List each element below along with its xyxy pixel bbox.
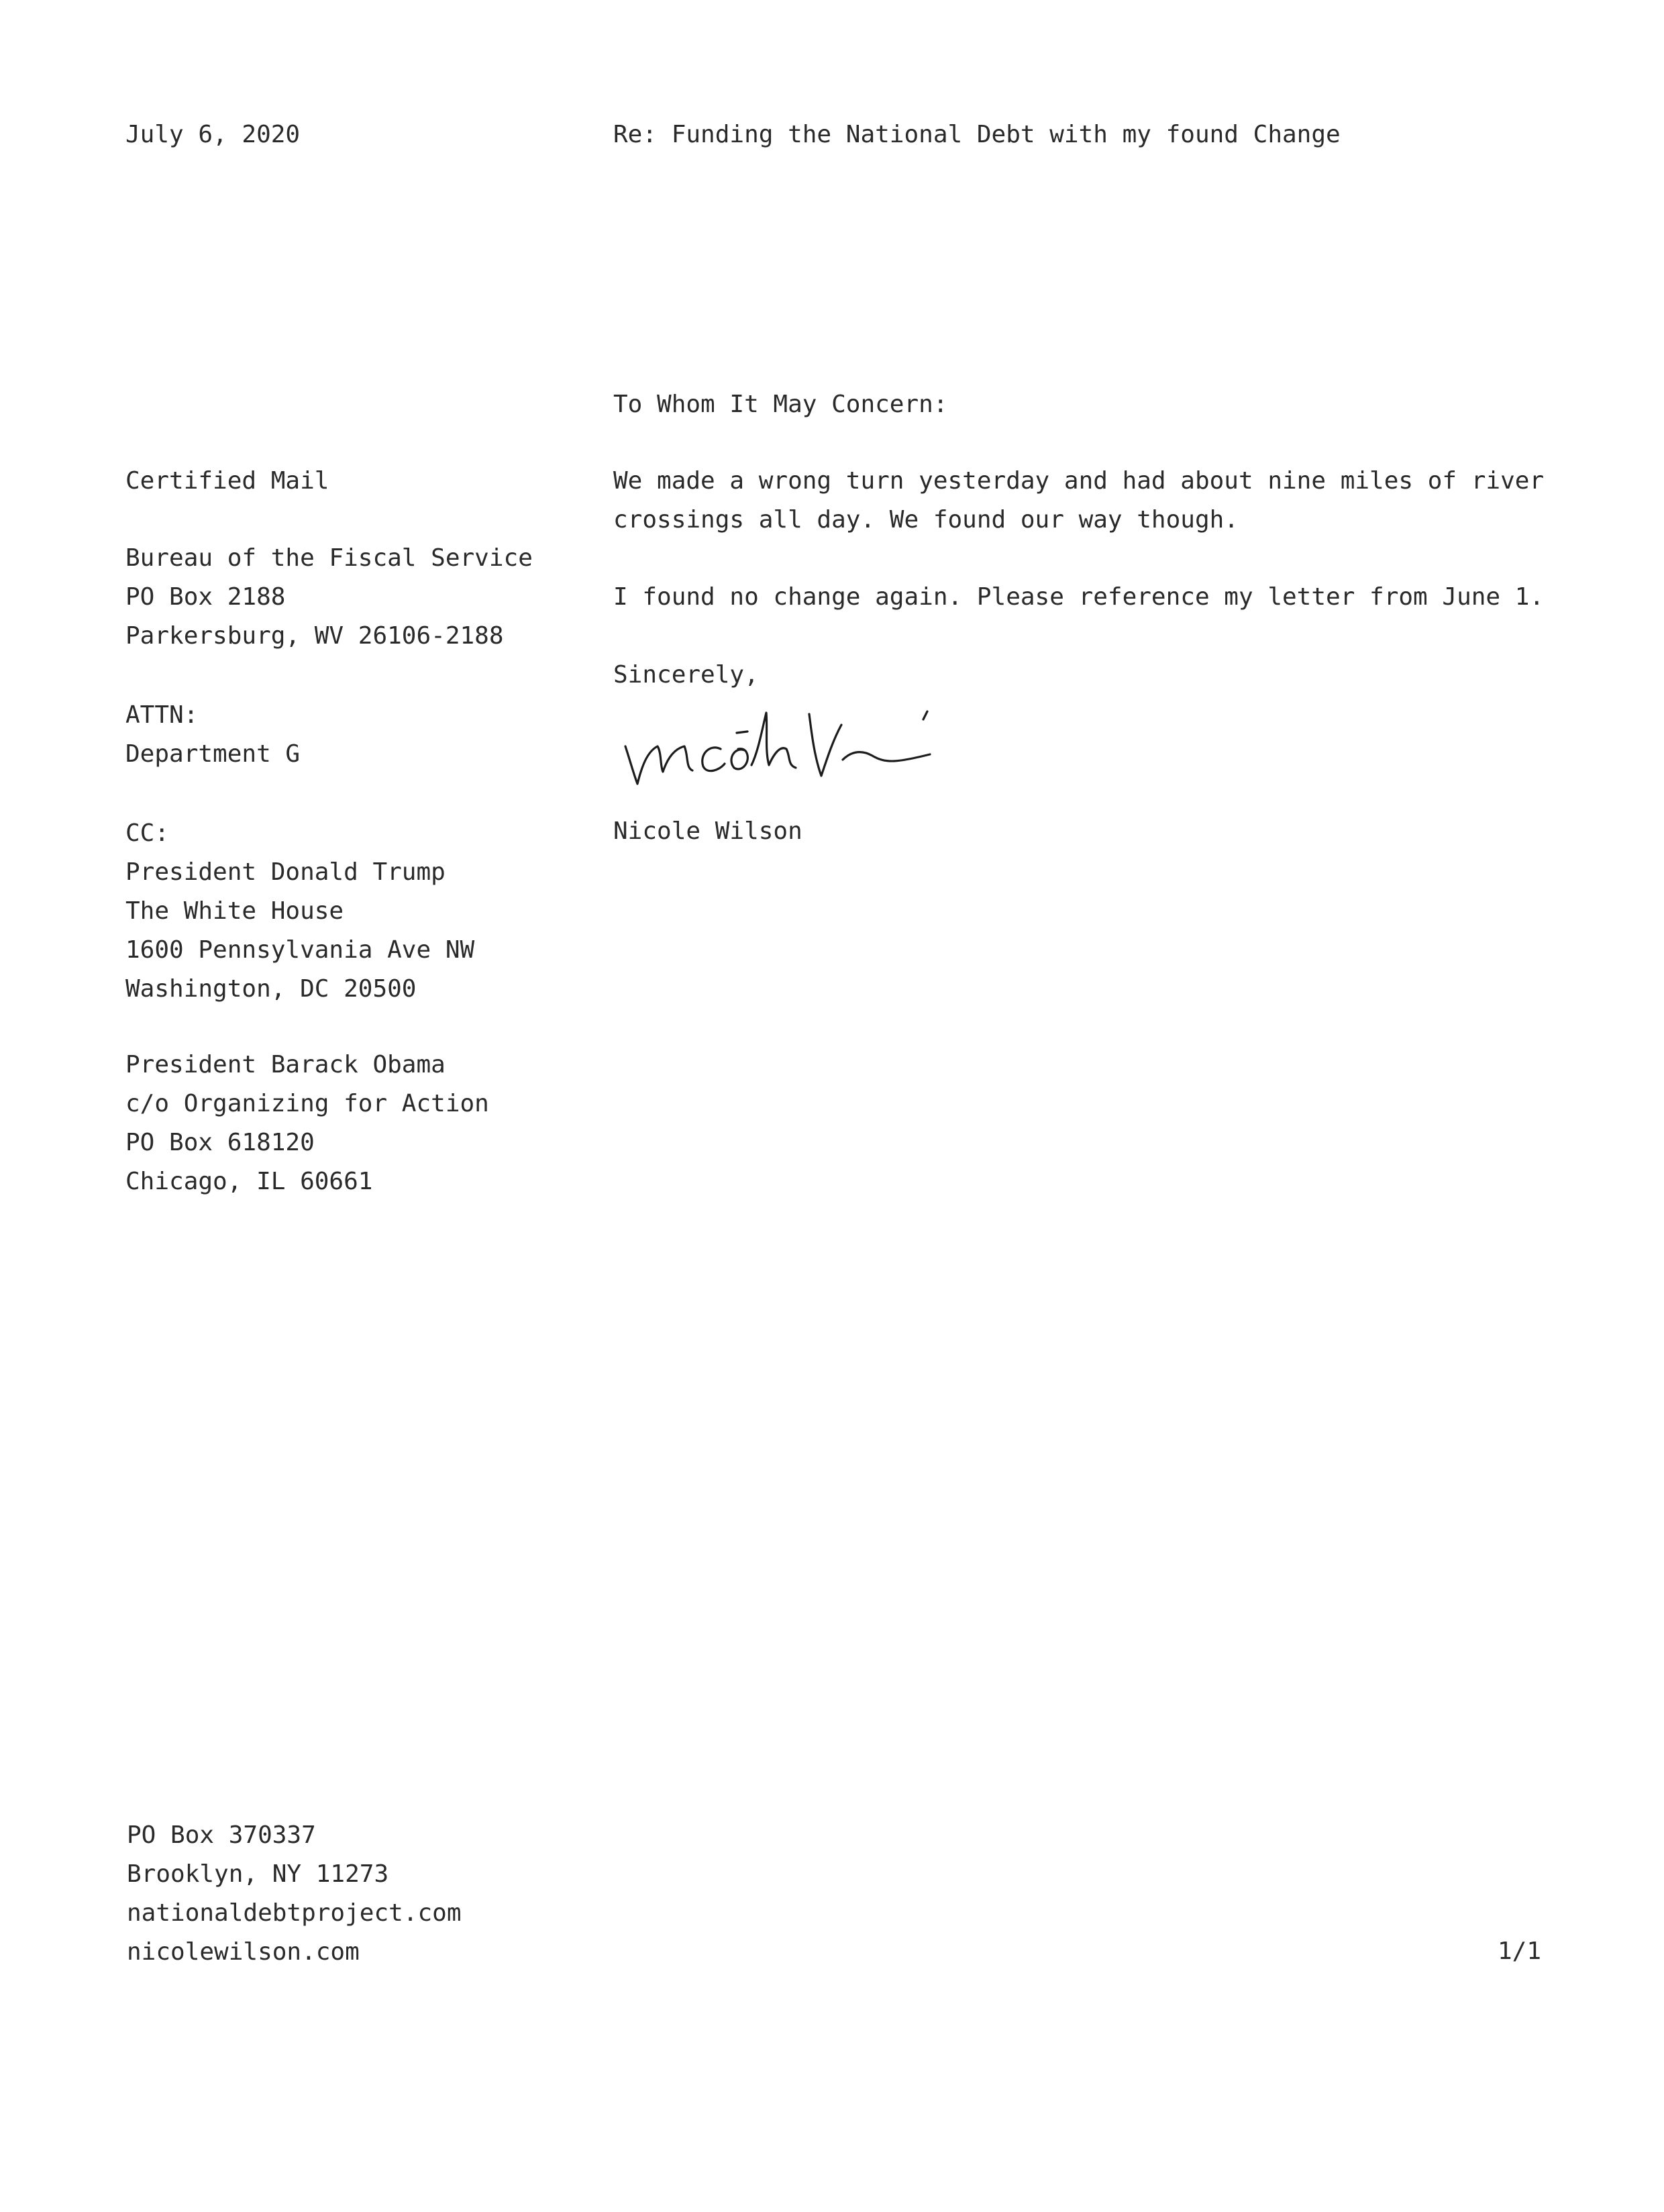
- recipient-address: [125, 539, 533, 656]
- letter-subject: Re: Funding the National Debt with my found Change: [613, 121, 1341, 148]
- page-number: 1/1: [1498, 1938, 1542, 1965]
- cc-block: [125, 814, 474, 1009]
- handwritten-signature: [620, 698, 942, 799]
- cc2-line: c/o Organizing for Action: [125, 1090, 489, 1117]
- cc-line: President Donald Trump: [125, 858, 446, 886]
- sender-line: PO Box 370337: [127, 1821, 316, 1849]
- letter-date: July 6, 2020: [125, 121, 301, 148]
- recipient-line: PO Box 2188: [125, 583, 286, 611]
- cc2-block: [125, 1046, 489, 1201]
- cc-line: 1600 Pennsylvania Ave NW: [125, 936, 475, 964]
- recipient-line: Bureau of the Fiscal Service: [125, 544, 533, 572]
- cc2-line: Chicago, IL 60661: [125, 1168, 373, 1195]
- closing: Sincerely,: [613, 661, 759, 689]
- cc2-line: PO Box 618120: [125, 1129, 315, 1156]
- cc-line: Washington, DC 20500: [125, 975, 417, 1003]
- sender-website: nicolewilson.com: [127, 1938, 360, 1966]
- attention-block: [125, 696, 300, 774]
- cc-line: The White House: [125, 897, 344, 925]
- cc-label: CC:: [125, 819, 170, 847]
- paragraph-line: We made a wrong turn yesterday and had about nine miles of river: [613, 467, 1545, 495]
- paragraph-1: [613, 462, 1544, 540]
- signature-name: Nicole Wilson: [613, 817, 802, 845]
- cc2-line: President Barack Obama: [125, 1051, 446, 1078]
- sender-website: nationaldebtproject.com: [127, 1899, 462, 1927]
- sender-address: [127, 1816, 462, 1972]
- sender-line: Brooklyn, NY 11273: [127, 1860, 389, 1888]
- attn-label: ATTN:: [125, 701, 199, 729]
- salutation: To Whom It May Concern:: [613, 391, 948, 418]
- delivery-method: Certified Mail: [125, 467, 329, 495]
- attn-department: Department G: [125, 740, 301, 768]
- recipient-line: Parkersburg, WV 26106-2188: [125, 622, 504, 650]
- paragraph-line: crossings all day. We found our way though.: [613, 506, 1239, 534]
- paragraph-2: I found no change again. Please reference my letter from June 1.: [613, 583, 1545, 611]
